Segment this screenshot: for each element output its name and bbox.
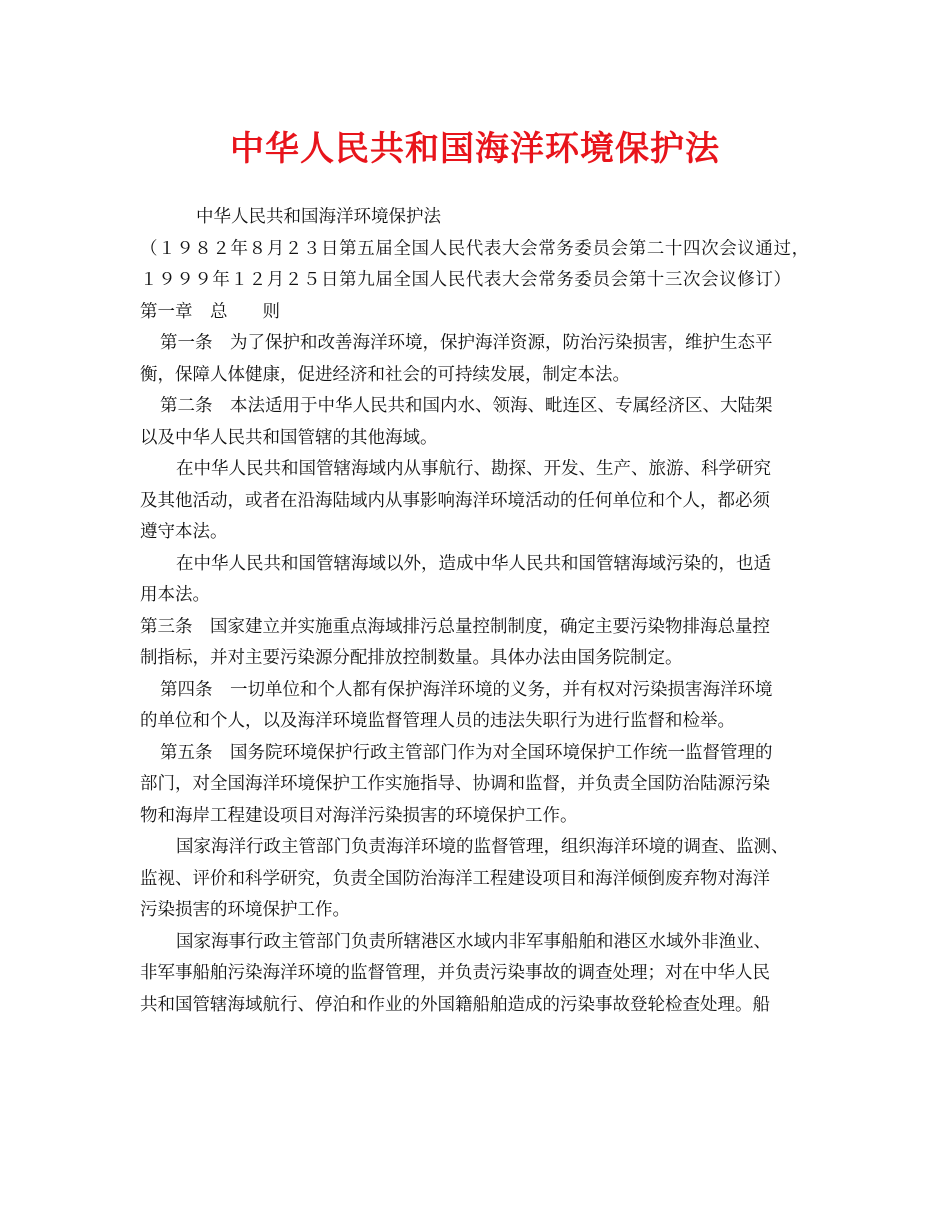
article-1-line: 第一条 为了保护和改善海洋环境，保护海洋资源，防治污染损害，维护生态平 [160, 333, 773, 353]
article-5-paragraph-line: 国家海洋行政主管部门负责海洋环境的监督管理，组织海洋环境的调查、监测、 [176, 837, 789, 857]
document-subtitle: 中华人民共和国海洋环境保护法 [196, 207, 441, 227]
article-4-line: 第四条 一切单位和个人都有保护海洋环境的义务，并有权对污染损害海洋环境 [160, 679, 773, 700]
history-note-line: （１９８２年８月２３日第五届全国人民代表大会常务委员会第二十四次会议通过， [140, 238, 810, 259]
article-5-line: 第五条 国务院环境保护行政主管部门作为对全国环境保护工作统一监督管理的 [160, 742, 773, 763]
chapter-heading: 第一章 总 则 [140, 301, 280, 322]
article-5-paragraph-line: 非军事船舶污染海洋环境的监督管理，并负责污染事故的调查处理；对在中华人民 [140, 963, 770, 983]
article-2-line: 第二条 本法适用于中华人民共和国内水、领海、毗连区、专属经济区、大陆架 [160, 396, 773, 416]
article-1-line: 衡，保障人体健康，促进经济和社会的可持续发展，制定本法。 [140, 364, 630, 385]
document-body [140, 202, 830, 1021]
article-5-paragraph-line: 监视、评价和科学研究，负责全国防治海洋工程建设项目和海洋倾倒废弃物对海洋 [140, 868, 770, 889]
article-5-line: 部门，对全国海洋环境保护工作实施指导、协调和监督，并负责全国防治陆源污染 [140, 774, 770, 794]
article-2-paragraph-line: 及其他活动，或者在沿海陆域内从事影响海洋环境活动的任何单位和个人，都必须 [140, 490, 770, 511]
article-4-line: 的单位和个人，以及海洋环境监督管理人员的违法失职行为进行监督和检举。 [140, 711, 735, 731]
page-title: 中华人民共和国海洋环境保护法 [230, 129, 720, 169]
article-2-paragraph-line: 在中华人民共和国管辖海域以外，造成中华人民共和国管辖海域污染的，也适 [176, 553, 771, 574]
article-2-line: 以及中华人民共和国管辖的其他海域。 [140, 427, 438, 448]
article-5-paragraph-line: 国家海事行政主管部门负责所辖港区水域内非军事船舶和港区水域外非渔业、 [176, 931, 771, 952]
article-3-line: 第三条 国家建立并实施重点海域排污总量控制制度，确定主要污染物排海总量控 [140, 616, 770, 637]
article-3-line: 制指标，并对主要污染源分配排放控制数量。具体办法由国务院制定。 [140, 648, 683, 668]
article-5-line: 物和海岸工程建设项目对海洋污染损害的环境保护工作。 [140, 805, 578, 826]
article-5-paragraph-line: 共和国管辖海域航行、停泊和作业的外国籍船舶造成的污染事故登轮检查处理。船 [140, 994, 770, 1015]
article-2-paragraph-line: 遵守本法。 [140, 522, 228, 542]
article-2-paragraph-line: 用本法。 [140, 585, 210, 605]
article-2-paragraph-line: 在中华人民共和国管辖海域内从事航行、勘探、开发、生产、旅游、科学研究 [176, 459, 771, 479]
history-note-line: １９９９年１２月２５日第九届全国人民代表大会常务委员会第十三次会议修订） [140, 270, 792, 290]
article-5-paragraph-line: 污染损害的环境保护工作。 [140, 900, 350, 920]
